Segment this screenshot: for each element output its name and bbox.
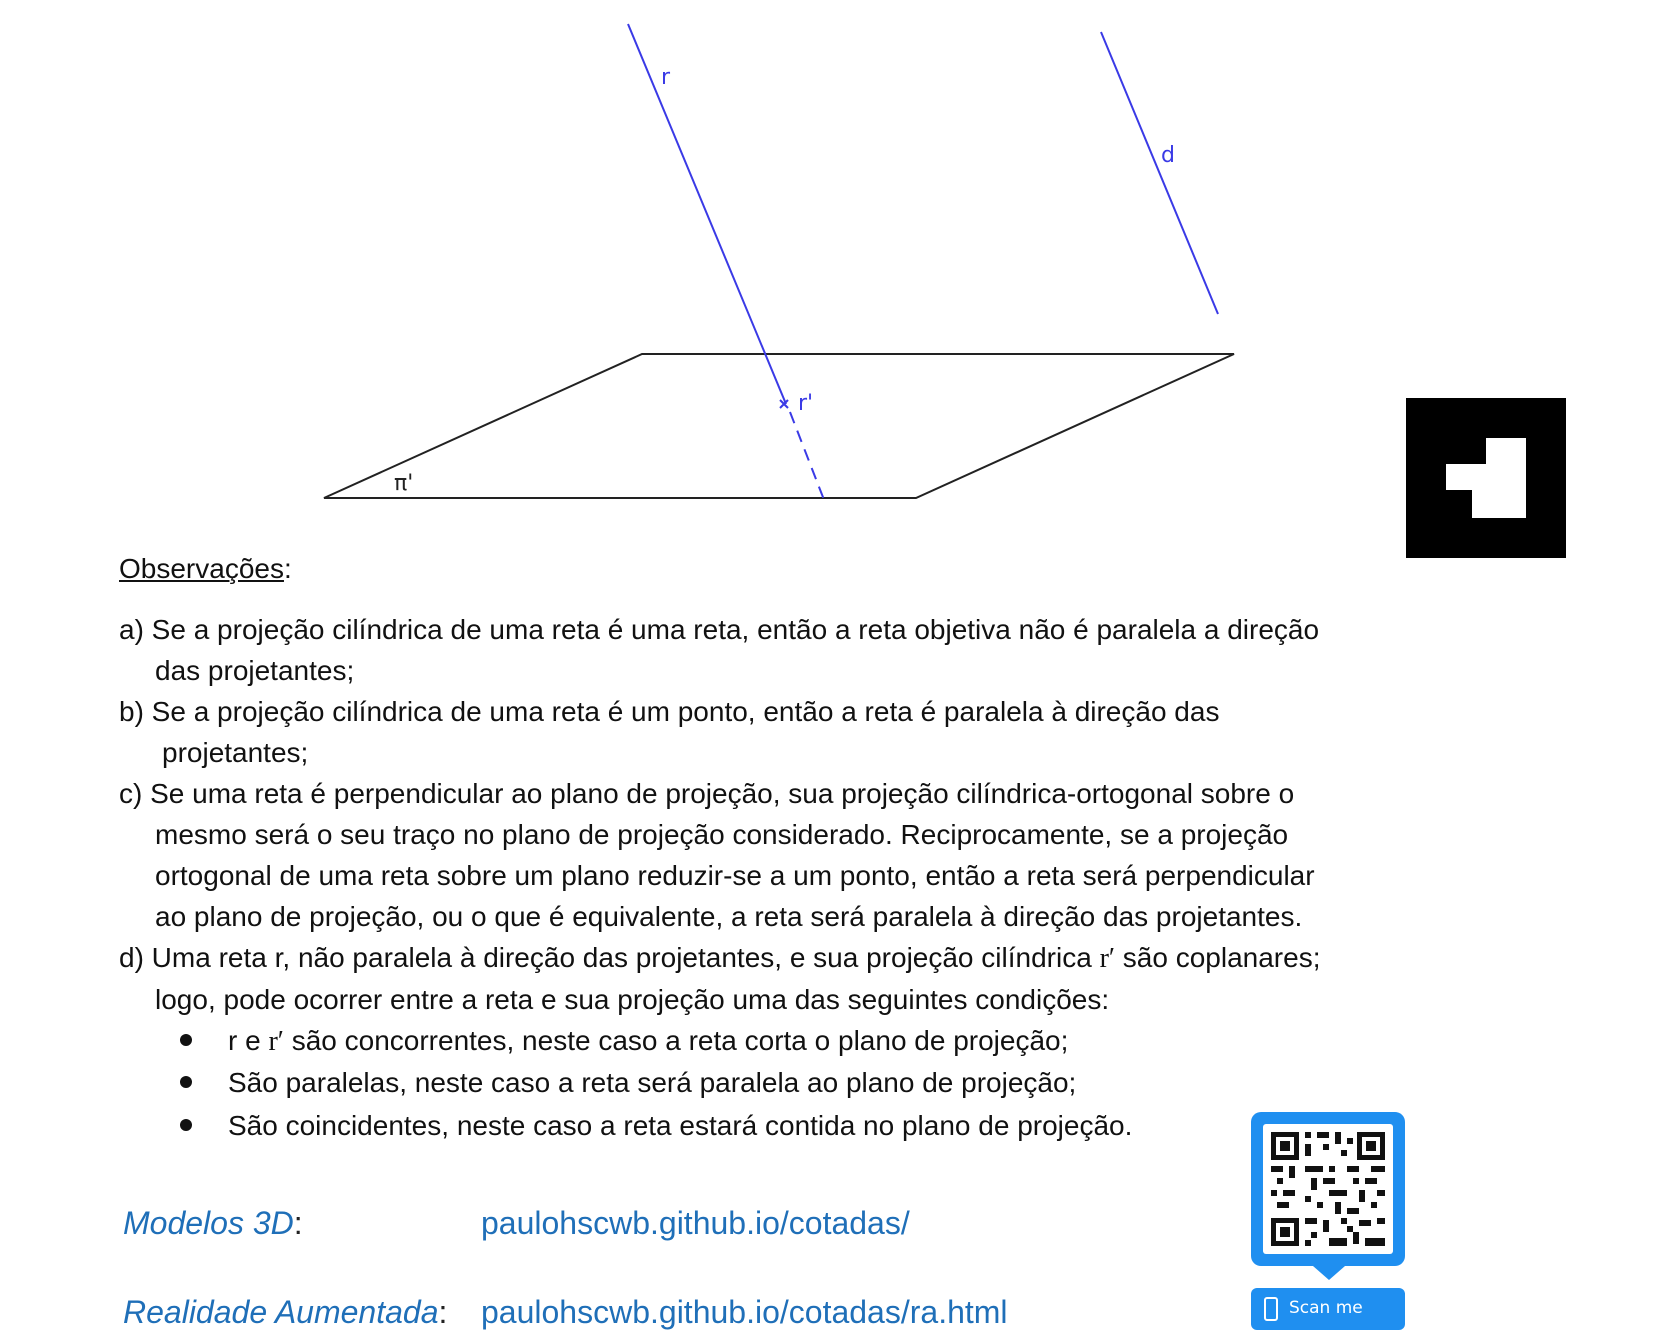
phone-icon	[1264, 1297, 1278, 1321]
bullet-dot	[180, 1119, 192, 1131]
scan-me-button[interactable]	[1251, 1288, 1405, 1330]
label-d: d	[1161, 143, 1175, 168]
scan-me-label: Scan me	[1289, 1298, 1363, 1318]
plane-pi	[324, 354, 1234, 498]
line-d	[1101, 32, 1218, 314]
augmented-reality-row: Realidade Aumentada: paulohscwb.github.io/cotadas/ra.html	[123, 1294, 1008, 1330]
observation-b: b) Se a projeção cilíndrica de uma reta é um ponto, então a reta é paralela à direção das projetantes;	[119, 696, 1220, 768]
augmented-reality-label: Realidade Aumentada	[123, 1294, 439, 1330]
line-r	[628, 24, 786, 404]
augmented-reality-link[interactable]: paulohscwb.github.io/cotadas/ra.html	[481, 1294, 1008, 1330]
line-r-hidden	[790, 412, 826, 505]
qr-pointer	[1313, 1266, 1345, 1280]
observations-heading: Observações:	[119, 553, 292, 584]
models-3d-label: Modelos 3D	[123, 1205, 294, 1241]
models-3d-link[interactable]: paulohscwb.github.io/cotadas/	[481, 1205, 910, 1241]
label-r: r	[661, 65, 671, 90]
models-3d-row: Modelos 3D: paulohscwb.github.io/cotadas/	[123, 1205, 910, 1241]
qr-code[interactable]	[1251, 1112, 1405, 1266]
ar-marker	[1406, 398, 1566, 558]
qr-code-pattern	[1263, 1124, 1393, 1254]
label-pi-prime: π'	[394, 471, 414, 496]
bullet-dot	[180, 1076, 192, 1088]
bullet-dot	[180, 1034, 192, 1046]
label-r-prime: r'	[798, 391, 814, 416]
observation-c: c) Se uma reta é perpendicular ao plano de projeção, sua projeção cilíndrica-ortogonal sobre o mesmo será o seu traço no plano de projeção considerado. Reciprocamente, se a projeção ortogonal de uma reta sobre um plano reduzir-se a um ponto, então a reta será perpendicular ao plano de projeção, ou o que é equivalente, a reta será paralela à direção das projetantes.	[119, 778, 1315, 932]
observation-a: a) Se a projeção cilíndrica de uma reta é uma reta, então a reta objetiva não é paralela a direção das projetantes;	[119, 614, 1320, 686]
observation-d: d) Uma reta r, não paralela à direção das projetantes, e sua projeção cilíndrica r′ são coplanares; logo, pode ocorrer entre a reta e sua projeção uma das seguintes condições:	[119, 942, 1321, 1015]
